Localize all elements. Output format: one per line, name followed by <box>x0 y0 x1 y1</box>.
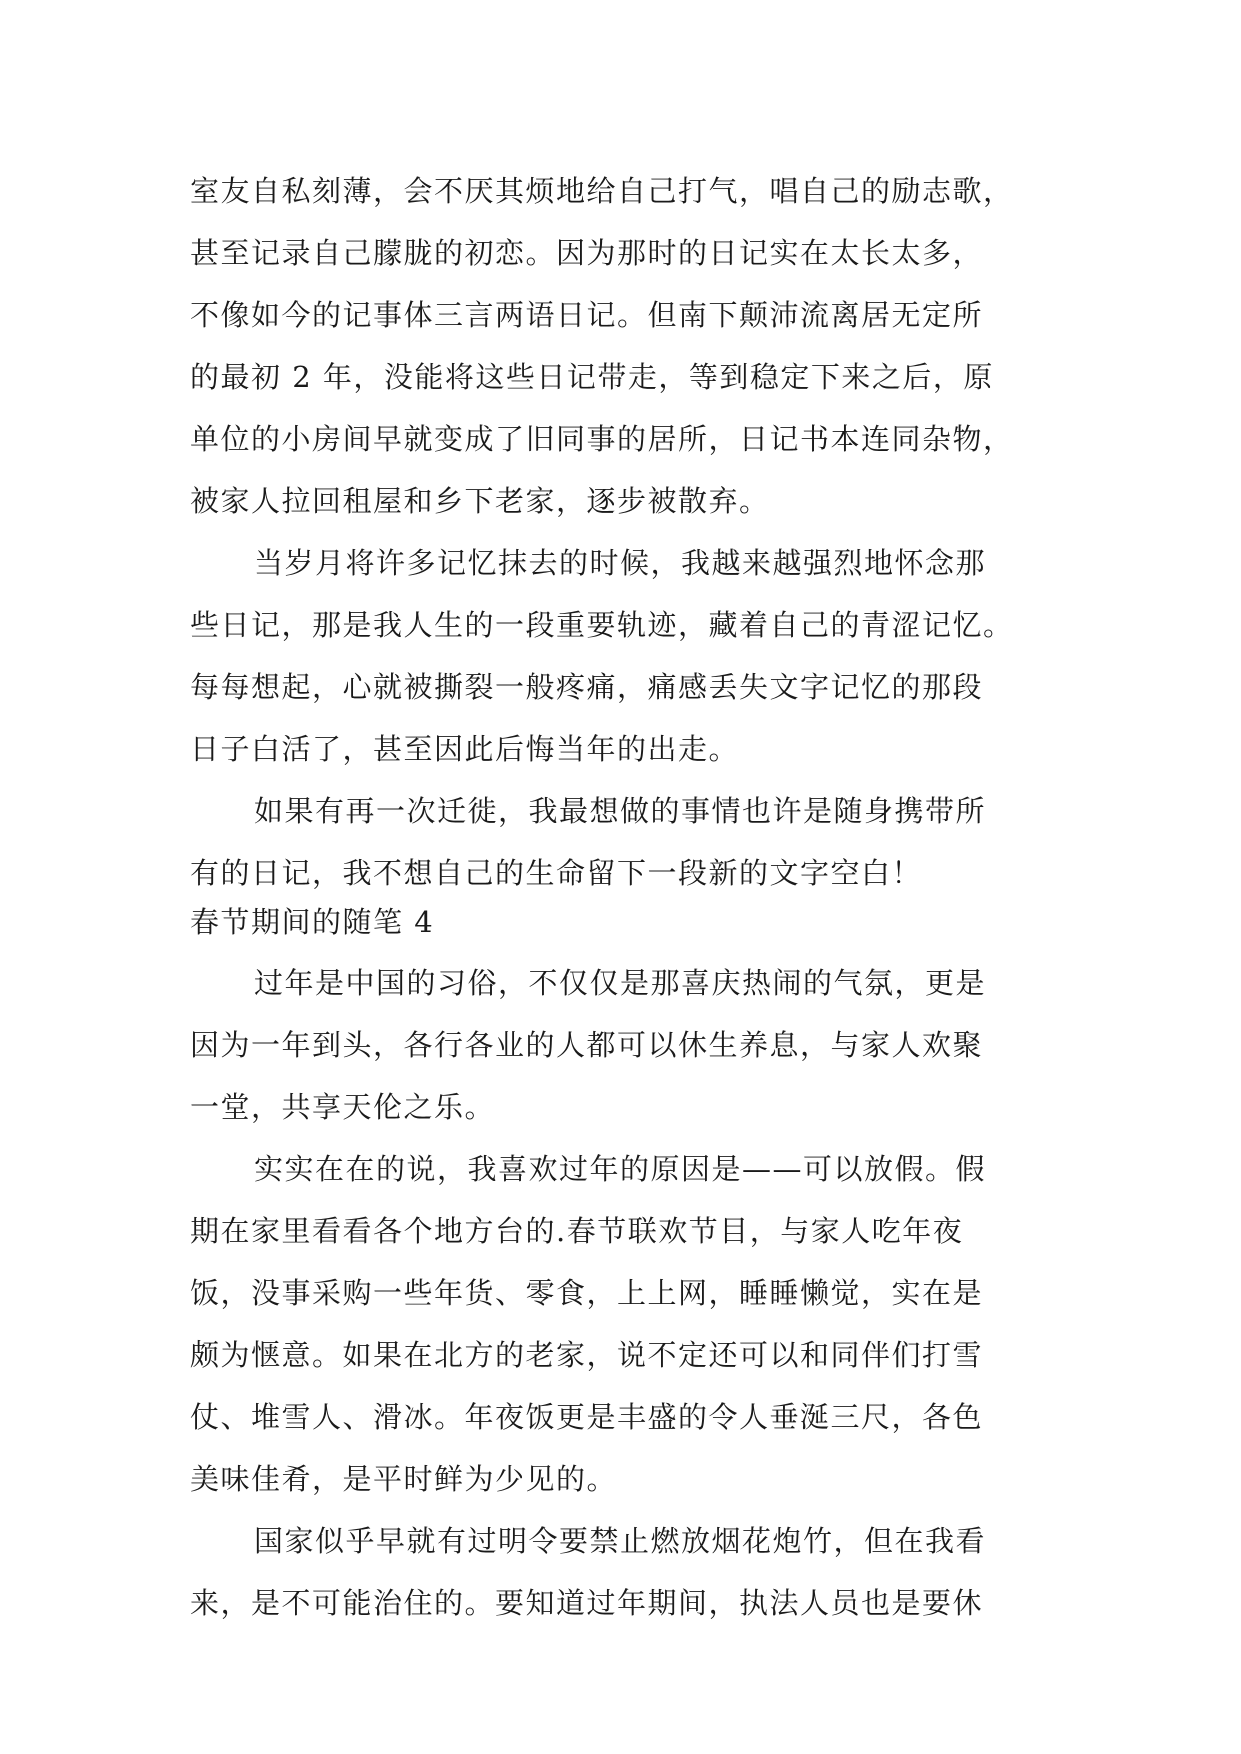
text-line: 期在家里看看各个地方台的.春节联欢节目，与家人吃年夜 <box>190 1214 964 1248</box>
document-body <box>190 160 1090 1634</box>
text-line: 饭，没事采购一些年货、零食，上上网，睡睡懒觉，实在是 <box>190 1276 984 1310</box>
text-line: 被家人拉回租屋和乡下老家，逐步被散弃。 <box>190 484 770 518</box>
paragraph-6 <box>190 1510 1090 1634</box>
text-line: 甚至记录自己朦胧的初恋。因为那时的日记实在太长太多， <box>190 236 984 270</box>
text-line: 日子白活了，甚至因此后悔当年的出走。 <box>190 732 740 766</box>
text-line: 国家似乎早就有过明令要禁止燃放烟花炮竹，但在我看 <box>254 1524 987 1558</box>
text-line: 每每想起，心就被撕裂一般疼痛，痛感丢失文字记忆的那段 <box>190 670 984 704</box>
paragraph-3 <box>190 780 1090 904</box>
paragraph-1 <box>190 160 1090 532</box>
text-line: 室友自私刻薄，会不厌其烦地给自己打气，唱自己的励志歌， <box>190 174 1014 208</box>
paragraph-5 <box>190 1138 1090 1510</box>
text-line: 的最初 2 年，没能将这些日记带走，等到稳定下来之后，原 <box>190 360 994 394</box>
text-line: 不像如今的记事体三言两语日记。但南下颠沛流离居无定所 <box>190 298 984 332</box>
text-line: 仗、堆雪人、滑冰。年夜饭更是丰盛的令人垂涎三尺，各色 <box>190 1400 984 1434</box>
text-line: 有的日记，我不想自己的生命留下一段新的文字空白！ <box>190 856 923 890</box>
text-line: 当岁月将许多记忆抹去的时候，我越来越强烈地怀念那 <box>254 546 987 580</box>
text-line: 单位的小房间早就变成了旧同事的居所，日记书本连同杂物， <box>190 422 1014 456</box>
text-line: 美味佳肴，是平时鲜为少见的。 <box>190 1462 618 1496</box>
paragraph-4 <box>190 952 1090 1138</box>
text-line: 过年是中国的习俗，不仅仅是那喜庆热闹的气氛，更是 <box>254 966 987 1000</box>
text-line: 如果有再一次迁徙，我最想做的事情也许是随身携带所 <box>254 794 987 828</box>
text-line: 来，是不可能治住的。要知道过年期间，执法人员也是要休 <box>190 1586 984 1620</box>
text-line: 实实在在的说，我喜欢过年的原因是——可以放假。假 <box>254 1152 987 1186</box>
text-line: 因为一年到头，各行各业的人都可以休生养息，与家人欢聚 <box>190 1028 984 1062</box>
section-heading: 春节期间的随笔 4 <box>190 905 435 939</box>
text-line: 颇为惬意。如果在北方的老家，说不定还可以和同伴们打雪 <box>190 1338 984 1372</box>
text-line: 一堂，共享天伦之乐。 <box>190 1090 496 1124</box>
paragraph-2 <box>190 532 1090 780</box>
text-line: 些日记，那是我人生的一段重要轨迹，藏着自己的青涩记忆。 <box>190 608 1014 642</box>
